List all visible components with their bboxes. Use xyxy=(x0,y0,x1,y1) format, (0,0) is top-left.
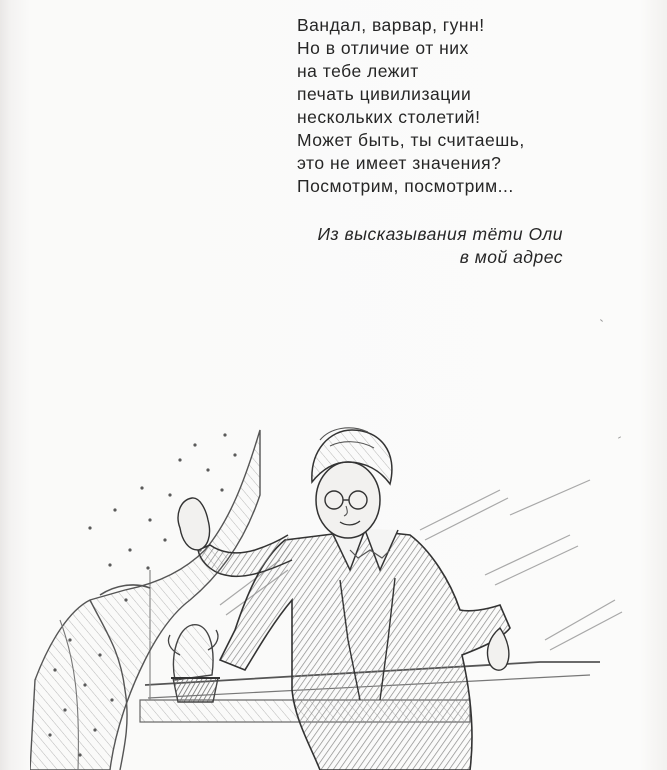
epigraph-line: Посмотрим, посмотрим... xyxy=(297,176,514,196)
epigraph-line: это не имеет значения? xyxy=(297,153,502,173)
epigraph-line: печать цивилизации xyxy=(297,84,472,104)
epigraph-poem xyxy=(297,14,597,198)
epigraph-line: Вандал, варвар, гунн! xyxy=(297,15,485,35)
epigraph-line: Но в отличие от них xyxy=(297,38,469,58)
attribution-line: в мой адрес xyxy=(459,247,563,267)
aunt-olya-illustration xyxy=(30,400,640,770)
cactus-pot xyxy=(168,625,220,702)
epigraph-attribution xyxy=(263,223,563,269)
epigraph-line: нескольких столетий! xyxy=(297,107,481,127)
epigraph-line: на тебе лежит xyxy=(297,61,419,81)
epigraph-line: Может быть, ты считаешь, xyxy=(297,130,525,150)
paper-speck xyxy=(600,319,603,322)
attribution-line: Из высказывания тёти Оли xyxy=(317,224,563,244)
